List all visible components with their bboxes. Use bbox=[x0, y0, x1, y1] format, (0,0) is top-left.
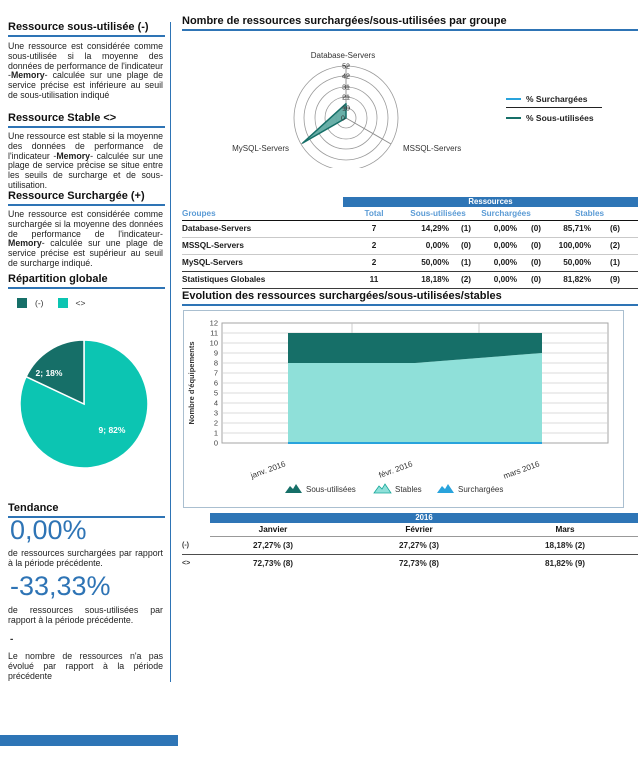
y-tick: 8 bbox=[213, 358, 218, 368]
radar-legend-label: % Surchargées bbox=[526, 94, 588, 104]
months-table-band: 2016 bbox=[210, 513, 638, 523]
radar-category-database: Database-Servers bbox=[310, 51, 376, 60]
tendance-heading: Tendance bbox=[8, 502, 165, 518]
table-row bbox=[182, 555, 638, 572]
cell-su-n: (1) bbox=[460, 224, 471, 233]
legend-mountain-icon-surchargees bbox=[437, 484, 454, 493]
cell-st-n: (9) bbox=[609, 275, 620, 284]
body-pre: Une ressource est stable si la moyenne des données de performance de l'indicateur - bbox=[8, 131, 163, 161]
evolution-section-heading: Evolution des ressources surchargées/sous-utilisées/stables bbox=[182, 290, 638, 306]
radar-spoke-mssql bbox=[346, 118, 391, 144]
radar-series-sous-utilisees bbox=[303, 104, 346, 143]
pie-label-large: 9; 82% bbox=[98, 425, 126, 435]
cell-st-n: (1) bbox=[609, 258, 620, 267]
y-tick: 12 bbox=[209, 318, 218, 328]
pie-legend-label-stable: <> bbox=[75, 298, 86, 308]
body-pre: Une ressource est considérée comme surchargée si la moyenne des données de performance de l'indicateur- bbox=[8, 209, 163, 239]
cell-sur-pct: 0,00% bbox=[493, 224, 517, 233]
cell-su-n: (1) bbox=[460, 258, 471, 267]
radar-tick-label: 42 bbox=[342, 73, 350, 81]
col-header-stables: Stables bbox=[574, 209, 605, 218]
pie-label-small: 2; 18% bbox=[35, 368, 63, 378]
legend-mountain-icon-stables bbox=[374, 484, 391, 493]
y-tick: 5 bbox=[213, 388, 218, 398]
repartition-heading: Répartition globale bbox=[8, 273, 165, 289]
x-tick-fevr: févr. 2016 bbox=[377, 459, 414, 480]
col-header-sous-utilisees: Sous-utilisées bbox=[410, 209, 466, 218]
y-tick: 6 bbox=[213, 378, 218, 388]
section-heading-surchargee: Ressource Surchargée (+) bbox=[8, 190, 165, 206]
table-row bbox=[182, 238, 638, 255]
cell-st-pct: 85,71% bbox=[563, 224, 591, 233]
cell-su-pct: 50,00% bbox=[421, 258, 449, 267]
table-row bbox=[182, 221, 638, 238]
footer-bar bbox=[0, 735, 178, 746]
cell-sur-n: (0) bbox=[530, 224, 541, 233]
legend-line-blue bbox=[506, 98, 521, 100]
cell-st-n: (2) bbox=[609, 241, 620, 250]
radar-tick-label: 52 bbox=[342, 63, 350, 71]
cell-group-name: MySQL-Servers bbox=[182, 258, 243, 267]
cell-su-n: (0) bbox=[460, 241, 471, 250]
section-body-sous-utilisee bbox=[8, 42, 163, 101]
cell-sur-n: (0) bbox=[530, 241, 541, 250]
area-chart bbox=[184, 311, 621, 505]
y-tick: 11 bbox=[210, 328, 218, 338]
tendance-desc-surchargees: de ressources surchargées par rapport à la période précédente. bbox=[8, 548, 163, 568]
col-header-janvier: Janvier bbox=[258, 525, 288, 534]
cell-fevrier: 72,73% (8) bbox=[398, 559, 440, 568]
radar-tick-label: 10 bbox=[342, 105, 350, 113]
radar-tick-label: 21 bbox=[342, 94, 350, 102]
x-tick-janv: janv. 2016 bbox=[249, 459, 287, 481]
cell-sur-pct: 0,00% bbox=[493, 275, 517, 284]
tendance-value-sous-utilisees: -33,33% bbox=[10, 571, 111, 601]
legend-line-teal bbox=[506, 117, 521, 119]
cell-janvier: 27,27% (3) bbox=[252, 541, 294, 550]
body-post: - calculée sur une plage de service précise se situe entre les seuils de surcharge et de sous-utilisation. bbox=[8, 150, 164, 190]
cell-group-name: Statistiques Globales bbox=[182, 275, 266, 284]
radar-tick-label: 31 bbox=[342, 84, 350, 92]
area-chart-legend bbox=[285, 484, 503, 494]
col-header-fevrier: Février bbox=[405, 525, 433, 534]
section-heading-sous-utilisee: Ressource sous-utilisée (-) bbox=[8, 21, 165, 37]
cell-st-pct: 81,82% bbox=[563, 275, 591, 284]
cell-total: 2 bbox=[371, 241, 377, 250]
cell-sur-n: (0) bbox=[530, 275, 541, 284]
y-tick-labels bbox=[210, 319, 218, 448]
tendance-desc-total: Le nombre de ressources n'a pas évolué par rapport à la période précédente bbox=[8, 651, 163, 681]
radar-legend-divider bbox=[506, 107, 602, 108]
col-header-mars: Mars bbox=[555, 525, 575, 534]
legend-label: Stables bbox=[395, 485, 422, 494]
y-tick: 0 bbox=[213, 438, 218, 448]
table-total-row bbox=[182, 271, 638, 289]
cell-sur-pct: 0,00% bbox=[493, 258, 517, 267]
radar-section-heading: Nombre de ressources surchargées/sous-utilisées par groupe bbox=[182, 15, 638, 31]
y-tick: 3 bbox=[213, 408, 218, 418]
radar-legend-label: % Sous-utilisées bbox=[526, 113, 594, 123]
cell-fevrier: 27,27% (3) bbox=[398, 541, 440, 550]
body-post: - calculée sur une plage de service précise est inférieure au seuil de sous-utilisation indiqué bbox=[8, 70, 163, 100]
col-header-groupes: Groupes bbox=[182, 209, 216, 218]
legend-label: Sous-utilisées bbox=[306, 485, 356, 494]
months-table-header bbox=[182, 523, 638, 536]
y-tick: 9 bbox=[213, 348, 218, 358]
legend-swatch-stables bbox=[58, 298, 68, 308]
cell-group-name: MSSQL-Servers bbox=[182, 241, 244, 250]
cell-janvier: 72,73% (8) bbox=[252, 559, 294, 568]
cell-st-pct: 50,00% bbox=[563, 258, 591, 267]
cell-total: 11 bbox=[369, 275, 379, 284]
tendance-value-total: - bbox=[10, 634, 14, 645]
cell-total: 2 bbox=[371, 258, 377, 267]
row-label-minus: (-) bbox=[182, 542, 189, 549]
cell-su-pct: 14,29% bbox=[421, 224, 449, 233]
table-row bbox=[182, 255, 638, 271]
body-bold: Memory bbox=[8, 238, 42, 249]
pie-legend bbox=[17, 298, 85, 308]
legend-swatch-sous-utilisees bbox=[17, 298, 27, 308]
section-heading-stable: Ressource Stable <> bbox=[8, 112, 165, 128]
body-bold: Memory bbox=[10, 70, 45, 81]
section-body-stable bbox=[8, 132, 163, 191]
evolution-chart-box bbox=[183, 310, 624, 508]
table-row bbox=[182, 537, 638, 555]
section-body-surchargee bbox=[8, 210, 163, 269]
cell-su-n: (2) bbox=[460, 275, 471, 284]
y-tick: 2 bbox=[213, 418, 218, 428]
legend-mountain-icon-sous-utilisees bbox=[285, 484, 302, 493]
cell-st-pct: 100,00% bbox=[558, 241, 591, 250]
groups-table-band: Ressources bbox=[343, 197, 638, 207]
body-bold: Memory bbox=[56, 150, 91, 161]
row-label-stable: <> bbox=[182, 560, 191, 567]
pie-chart bbox=[10, 332, 160, 477]
radar-chart bbox=[200, 48, 500, 168]
body-pre: Une ressource est considérée comme sous-utilisée si la moyenne des données de performance de l'indicateur - bbox=[8, 41, 163, 81]
legend-label: Surchargées bbox=[458, 485, 504, 494]
y-axis-label: Nombre d'équipements bbox=[187, 341, 196, 425]
radar-tick-label: 0 bbox=[341, 115, 345, 123]
y-tick: 1 bbox=[213, 428, 218, 438]
col-header-total: Total bbox=[364, 209, 384, 218]
cell-mars: 81,82% (9) bbox=[544, 559, 586, 568]
y-tick: 7 bbox=[213, 368, 218, 378]
y-tick: 10 bbox=[209, 338, 218, 348]
cell-mars: 18,18% (2) bbox=[544, 541, 586, 550]
cell-su-pct: 0,00% bbox=[425, 241, 449, 250]
radar-category-mysql: MySQL-Servers bbox=[232, 144, 289, 153]
radar-legend-sous-utilisees bbox=[506, 113, 594, 123]
vertical-divider bbox=[170, 22, 171, 682]
radar-category-mssql: MSSQL-Servers bbox=[403, 144, 462, 153]
cell-st-n: (6) bbox=[609, 224, 620, 233]
spacer bbox=[182, 523, 200, 536]
tendance-value-surchargees: 0,00% bbox=[10, 515, 87, 545]
radar-legend-surchargees bbox=[506, 94, 587, 104]
months-table bbox=[182, 513, 638, 572]
cell-su-pct: 18,18% bbox=[421, 275, 449, 284]
pie-legend-label-minus: (-) bbox=[35, 298, 44, 308]
x-tick-mars: mars 2016 bbox=[502, 459, 541, 481]
groups-table-header bbox=[182, 207, 638, 221]
groups-table bbox=[182, 197, 638, 289]
area-stables bbox=[288, 353, 542, 443]
cell-sur-n: (0) bbox=[530, 258, 541, 267]
y-tick: 4 bbox=[213, 398, 218, 408]
tendance-desc-sous-utilisees: de ressources sous-utilisées par rapport à la période précédente. bbox=[8, 605, 163, 625]
cell-sur-pct: 0,00% bbox=[493, 241, 517, 250]
cell-total: 7 bbox=[371, 224, 377, 233]
cell-group-name: Database-Servers bbox=[182, 224, 252, 233]
body-post: - calculée sur une plage de service précise est supérieur au seuil de surcharge indiqué. bbox=[8, 238, 163, 268]
col-header-surchargees: Surchargées bbox=[481, 209, 531, 218]
